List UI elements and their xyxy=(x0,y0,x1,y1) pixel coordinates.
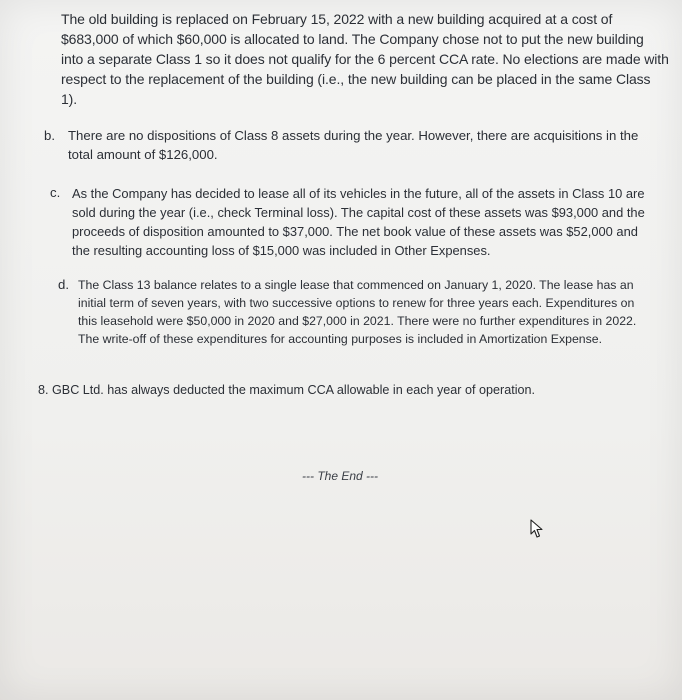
numbered-item-8: 8. GBC Ltd. has always deducted the maximum CCA allowable in each year of operation. xyxy=(38,383,536,397)
list-item-d xyxy=(58,276,648,368)
mouse-pointer-icon xyxy=(530,519,544,539)
list-marker-c: c. xyxy=(50,185,61,200)
list-item-b xyxy=(44,127,644,167)
the-end-label: --- The End --- xyxy=(302,469,379,483)
list-item-d-text: The Class 13 balance relates to a single lease that commenced on January 1, 2020. The lease has an initial term of seven years, with two successive options to renew for three years each. Expenditures on this leasehold were $50,000 in 2020 and $27,000 in 2021. There were no further expenditures in 2022. The write-off of these expenditures for accounting purposes is included in Amortization Expense. xyxy=(78,278,637,346)
list-marker-d: d. xyxy=(58,277,69,292)
list-marker-b: b. xyxy=(44,128,55,143)
intro-paragraph: The old building is replaced on February 15, 2022 with a new building acquired at a cost of $683,000 of which $60,000 is allocated to land. The Company chose not to put the new building into a separate Class 1 so it does not qualify for the 6 percent CCA rate. No elections are made with respect to the replacement of the building (i.e., the new building can be placed in the same Class 1). xyxy=(61,11,669,107)
list-item-c xyxy=(50,184,650,264)
list-item-c-text: As the Company has decided to lease all of its vehicles in the future, all of the assets in Class 10 are sold during the year (i.e., check Terminal loss). The capital cost of these assets was $93,000 and the proceeds of disposition amounted to $37,000. The net book value of these assets was $52,000 and the resulting accounting loss of $15,000 was included in Other Expenses. xyxy=(72,186,645,258)
list-item-b-text: There are no dispositions of Class 8 assets during the year. However, there are acquisitions in the total amount of $126,000. xyxy=(68,128,639,162)
